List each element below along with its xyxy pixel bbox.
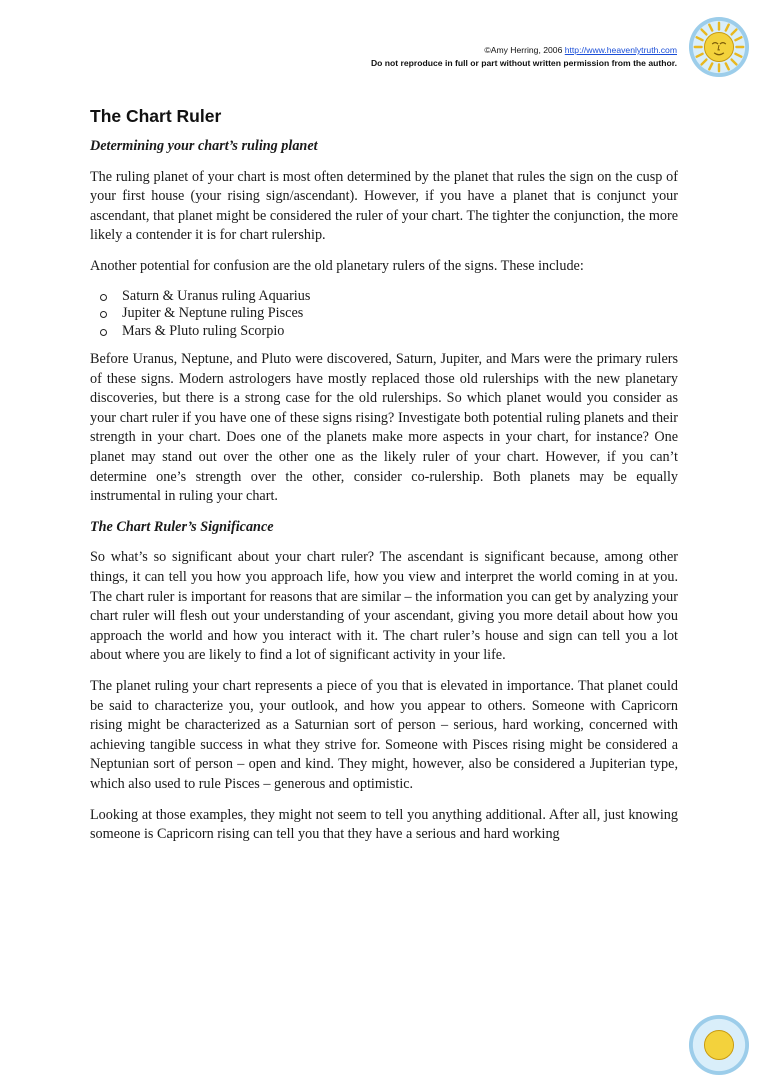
paragraph: Another potential for confusion are the old planetary rulers of the signs. These include:	[90, 257, 584, 274]
copyright-line	[371, 44, 677, 57]
paragraph: The planet ruling your chart represents a piece of you that is elevated in importance. That planet could be said to characterize you, your outlook, and how you appear to others. Someone with Capricorn rising might be characterized as a Saturnian sort of person – serious, hard working, concerned with achieving tangible success in what they strive for. Someone with Pisces rising might be considered a Neptunian sort of person – open and kind. They might, however, also be considered a Jupiterian type, which also used to rule Pisces – generous and optimistic.	[90, 677, 678, 792]
circle-bullet-icon	[100, 329, 107, 336]
copyright-text: ©Amy Herring, 2006	[484, 45, 563, 55]
paragraph: Looking at those examples, they might not seem to tell you anything additional. After all, just knowing someone is Capricorn rising can tell you that they have a serious and hard working	[90, 806, 678, 843]
page-title: The Chart Ruler	[90, 106, 222, 126]
page-header	[371, 44, 677, 70]
sun-face-icon	[688, 1014, 750, 1076]
paragraph: So what’s so significant about your chart ruler? The ascendant is significant because, among other things, it can tell you how you approach life, how you view and interpret the world coming in at you. The chart ruler is important for reasons that are similar – the information you can get by analyzing your chart ruler will flesh out your understanding of your ascendant, giving you more detail about how you approach the world and how you interact with it. The chart ruler’s house and sign can tell you a lot about where you are likely to find a lot of significant activity in your life.	[90, 549, 678, 664]
circle-bullet-icon	[100, 294, 107, 301]
section-heading-ruling-planet: Determining your chart’s ruling planet	[90, 138, 318, 154]
website-link[interactable]: http://www.heavenlytruth.com	[564, 45, 677, 55]
circle-bullet-icon	[100, 311, 107, 318]
reproduction-notice: Do not reproduce in full or part without written permission from the author.	[370, 58, 677, 68]
paragraph: The ruling planet of your chart is most often determined by the planet that rules the sign on the cusp of your first house (your rising sign/ascendant). However, if you have a planet that is conjunct your ascendant, that planet might be considered the ruler of your chart. The tighter the conjunction, the more likely a contender it is for chart rulership.	[90, 168, 678, 244]
list-item: Mars & Pluto ruling Scorpio	[100, 323, 678, 341]
section-heading-significance: The Chart Ruler’s Significance	[90, 518, 274, 535]
rulers-list	[90, 288, 678, 341]
sun-face-icon	[688, 16, 750, 78]
list-item: Saturn & Uranus ruling Aquarius	[100, 288, 678, 306]
paragraph: Before Uranus, Neptune, and Pluto were discovered, Saturn, Jupiter, and Mars were the primary rulers of these signs. Modern astrologers have mostly replaced those old rulerships with the new planetary discoveries, but there is a strong case for the old rulerships. So which planet would you consider as your chart ruler if you have one of these signs rising? Investigate both potential ruling planets and their strength in your chart. Does one of the planets make more aspects in your chart, for instance? One planet may stand out over the other one as the likely ruler of your chart. However, if you can’t determine one’s strength over the other, consider co-rulership. Both planets may be equally instrumental in ruling your chart.	[90, 351, 678, 505]
document-body	[90, 104, 678, 856]
list-item: Jupiter & Neptune ruling Pisces	[100, 305, 678, 323]
